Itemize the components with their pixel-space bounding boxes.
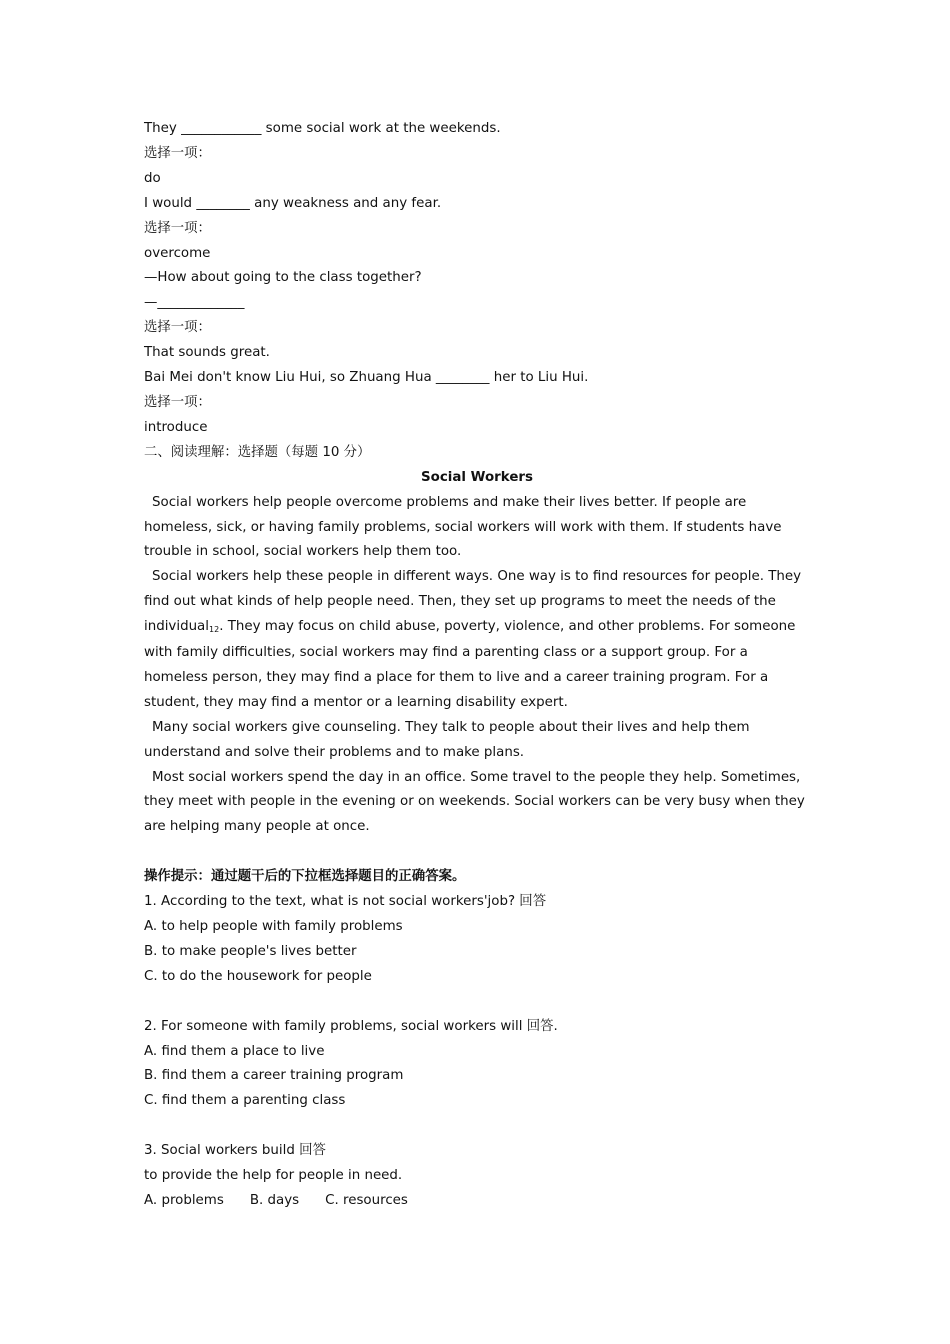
reading-q3-stem: 3. Social workers build 回答: [144, 1143, 326, 1159]
question-3-choose-label: 选择一项：: [144, 320, 211, 336]
reading-q1-option-c: C. to do the housework for people: [144, 968, 372, 984]
reading-q3-stem-cont: to provide the help for people in need.: [144, 1168, 403, 1184]
reading-q1-stem: 1. According to the text, what is not social workers'job? 回答: [144, 894, 547, 910]
question-3-stem: —How about going to the class together?: [144, 270, 422, 286]
passage-paragraph-2: [144, 565, 810, 715]
document-page: [144, 117, 810, 1214]
section-2-heading: 二、阅读理解：选择题（每题 10 分）: [144, 444, 371, 460]
question-4-answer[interactable]: introduce: [144, 419, 208, 435]
question-4-choose-label: 选择一项：: [144, 394, 211, 410]
footnote-mark: 12: [209, 625, 220, 635]
spacer: [144, 1114, 810, 1139]
reading-q2-option-c: C. find them a parenting class: [144, 1093, 346, 1109]
passage-paragraph-1: Social workers help people overcome problems and make their lives better. If people are homeless, sick, or having family problems, social workers will work with them. If students have trouble in school, social workers help them too.: [144, 494, 782, 560]
reading-q1-option-a: A. to help people with family problems: [144, 918, 403, 934]
instruction-text: 操作提示：通过题干后的下拉框选择题目的正确答案。: [144, 869, 466, 885]
spacer: [144, 840, 810, 865]
reading-q3-options: [144, 1189, 810, 1214]
reading-q2-option-a: A. find them a place to live: [144, 1043, 325, 1059]
question-2-stem: I would ________ any weakness and any fear.: [144, 195, 442, 211]
reading-q3-option-c: C. resources: [325, 1192, 408, 1208]
reading-q3-option-b: B. days: [249, 1192, 300, 1208]
passage-paragraph-4: Most social workers spend the day in an office. Some travel to the people they help. Sometimes, they meet with people in the evening or on weekends. Social workers can be very busy when they are helping many people at once.: [144, 769, 805, 835]
question-1-stem: They ____________ some social work at the weekends.: [144, 121, 501, 136]
question-4-stem: Bai Mei don't know Liu Hui, so Zhuang Hua ________ her to Liu Hui.: [144, 370, 589, 386]
question-1-answer[interactable]: do: [144, 170, 161, 186]
question-1-choose-label: 选择一项：: [144, 145, 211, 161]
passage-paragraph-3: Many social workers give counseling. They talk to people about their lives and help them understand and solve their problems and to make plans.: [144, 719, 750, 760]
spacer: [144, 990, 810, 1015]
question-2-choose-label: 选择一项：: [144, 220, 211, 236]
passage-title: Social Workers: [421, 469, 533, 485]
reading-q1-option-b: B. to make people's lives better: [144, 943, 357, 959]
reading-q2-option-b: B. find them a career training program: [144, 1068, 404, 1084]
question-3-answer[interactable]: That sounds great.: [144, 345, 270, 361]
question-2-answer[interactable]: overcome: [144, 245, 211, 261]
reading-q3-option-a: A. problems: [144, 1192, 224, 1208]
passage-paragraph-2-cont: . They may focus on child abuse, poverty, violence, and other problems. For someone with family difficulties, social workers may find a parenting class or a support group. For a homeless person, they may find a place for them to live and a career training program. For a student, they may find a mentor or a learning disability expert.: [144, 619, 796, 710]
passage-paragraph-2-text: Social workers help these people in different ways. One way is to find resources for people. They find out what kinds of help people need. Then, they set up programs to meet the needs of the individual: [144, 569, 802, 635]
question-3-response-blank: —_____________: [144, 295, 245, 311]
reading-q2-stem: 2. For someone with family problems, social workers will 回答.: [144, 1018, 558, 1034]
